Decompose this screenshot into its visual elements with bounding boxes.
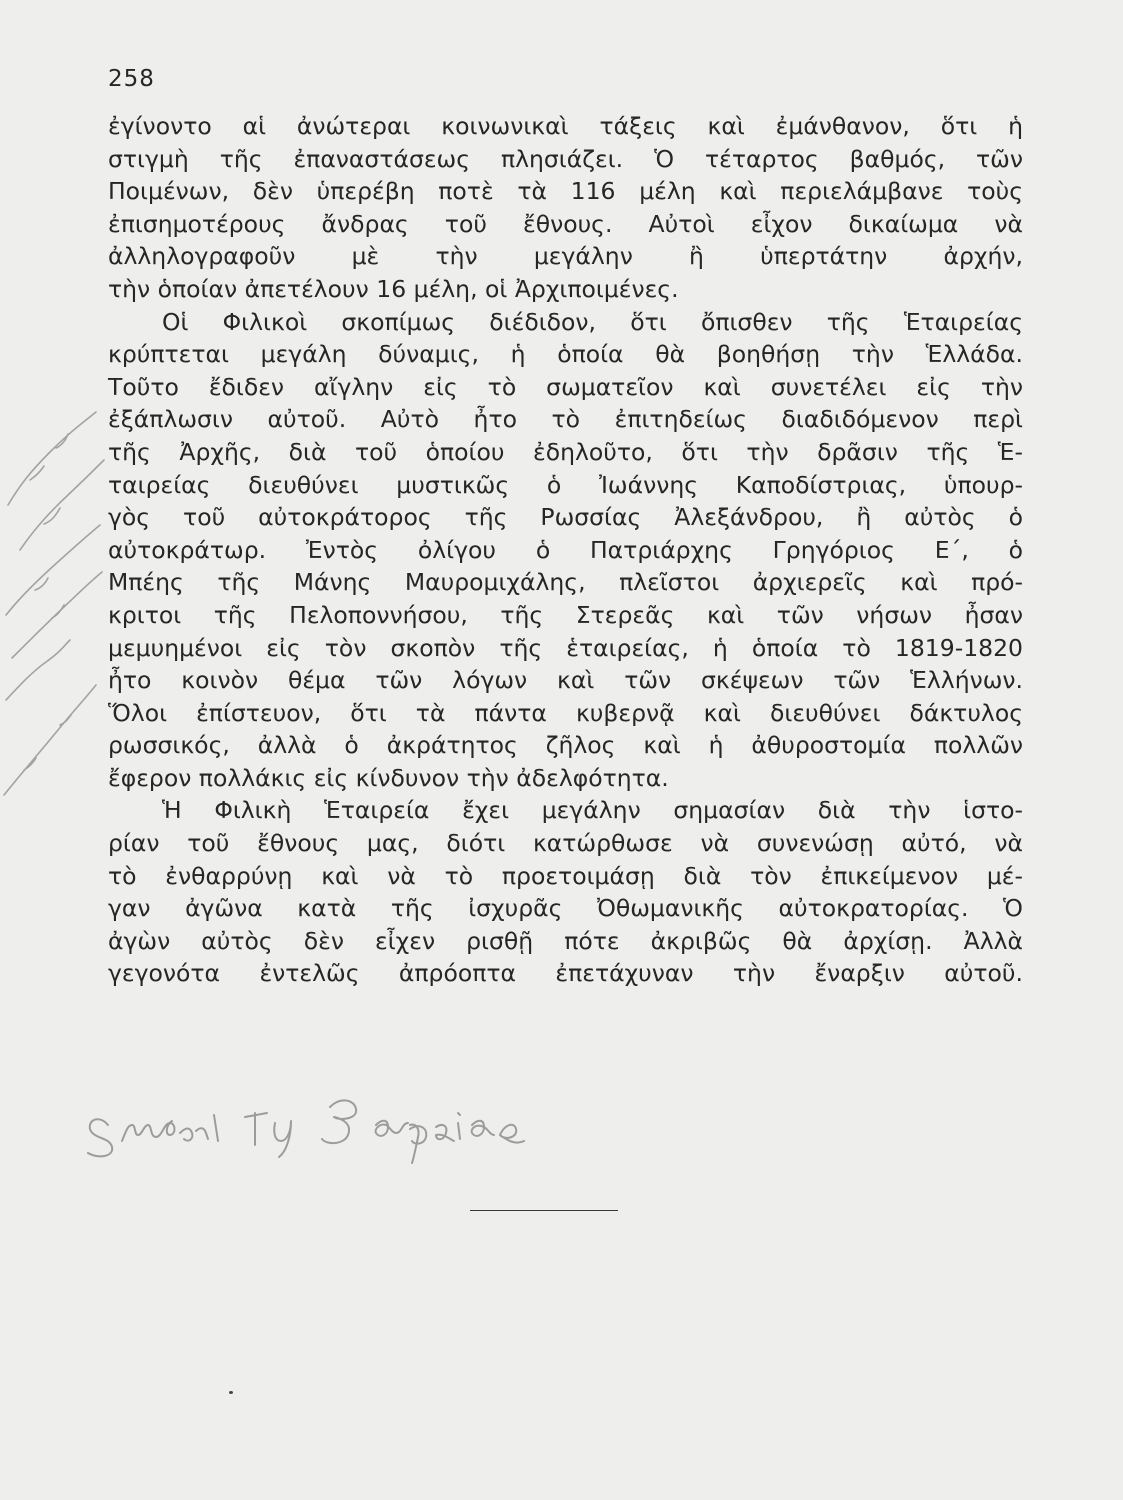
text-line: αὐτοκράτωρ. Ἐντὸς ὀλίγου ὁ Πατριάρχης Γρηγόριος Ε΄, ὁ <box>108 535 1023 564</box>
ink-speck <box>229 1391 233 1394</box>
text-line: Ποιμένων, δὲν ὑπερέβη ποτὲ τὰ 116 μέλη καὶ περιελάμβανε τοὺς <box>108 177 1023 206</box>
text-line: μεμυημένοι εἰς τὸν σκοπὸν τῆς ἑταιρείας, ἡ ὁποία τὸ 1819-1820 <box>108 633 1023 662</box>
text-line: ἐξάπλωσιν αὐτοῦ. Αὐτὸ ἦτο τὸ ἐπιτηδείως διαδιδόμενον περὶ <box>108 405 1023 434</box>
body-text <box>108 110 1023 990</box>
text-line: ἀλληλογραφοῦν μὲ τὴν μεγάλην ἢ ὑπερτάτην ἀρχήν, <box>108 242 1023 271</box>
text-line: ρωσσικός, ἀλλὰ ὁ ἀκράτητος ζῆλος καὶ ἡ ἀθυροστομία πολλῶν <box>108 731 1023 760</box>
text-line: τῆς Ἀρχῆς, διὰ τοῦ ὁποίου ἐδηλοῦτο, ὅτι τὴν δρᾶσιν τῆς Ἑ- <box>108 437 1023 466</box>
text-line: γεγονότα ἐντελῶς ἀπρόοπτα ἐπετάχυναν τὴν ἔναρξιν αὐτοῦ. <box>108 959 1023 988</box>
paragraph-start-line: Οἱ Φιλικοὶ σκοπίμως διέδιδον, ὅτι ὄπισθεν τῆς Ἑταιρείας <box>162 307 1023 336</box>
margin-handwritten-notes <box>0 400 110 820</box>
text-line: ἀγὼν αὐτὸς δὲν εἶχεν ρισθῇ πότε ἀκριβῶς θὰ ἀρχίσῃ. Ἀλλὰ <box>108 926 1023 955</box>
section-divider <box>470 1210 618 1211</box>
text-line: Ὅλοι ἐπίστευον, ὅτι τὰ πάντα κυβερνᾷ καὶ διευθύνει δάκτυλος <box>108 698 1023 727</box>
text-line: ἐπισημοτέρους ἄνδρας τοῦ ἔθνους. Αὐτοὶ εἶχον δικαίωμα νὰ <box>108 209 1023 238</box>
text-line: Μπέης τῆς Μάνης Μαυρομιχάλης, πλεῖστοι ἀρχιερεῖς καὶ πρό- <box>108 568 1023 597</box>
text-line: ἐγίνοντο αἱ ἀνώτεραι κοινωνικαὶ τάξεις καὶ ἐμάνθανον, ὅτι ἡ <box>108 112 1023 140</box>
text-line: γὸς τοῦ αὐτοκράτορος τῆς Ρωσσίας Ἀλεξάνδρου, ἢ αὐτὸς ὁ <box>108 503 1023 532</box>
text-line: τὸ ἐνθαρρύνῃ καὶ νὰ τὸ προετοιμάσῃ διὰ τὸν ἐπικείμενον μέ- <box>108 861 1023 890</box>
page-number: 258 <box>108 66 155 92</box>
text-line: ἔφερον πολλάκις εἰς κίνδυνον τὴν ἀδελφότητα. <box>108 763 669 792</box>
text-line: Τοῦτο ἔδιδεν αἴγλην εἰς τὸ σωματεῖον καὶ συνετέλει εἰς τὴν <box>108 372 1023 401</box>
text-line: στιγμὴ τῆς ἐπαναστάσεως πλησιάζει. Ὁ τέταρτος βαθμός, τῶν <box>108 144 1023 173</box>
text-line: ταιρείας διευθύνει μυστικῶς ὁ Ἰωάννης Καποδίστριας, ὑπουρ- <box>108 470 1023 499</box>
text-line: ρίαν τοῦ ἔθνους μας, διότι κατώρθωσε νὰ συνενώσῃ αὐτό, νὰ <box>108 829 1023 858</box>
text-line: τὴν ὁποίαν ἀπετέλουν 16 μέλη, οἱ Ἀρχιποιμένες. <box>108 274 679 303</box>
text-line: ἦτο κοινὸν θέμα τῶν λόγων καὶ τῶν σκέψεων τῶν Ἑλλήνων. <box>108 666 1023 695</box>
paragraph-start-line: Ἡ Φιλικὴ Ἑταιρεία ἔχει μεγάλην σημασίαν διὰ τὴν ἱστο- <box>162 796 1023 825</box>
text-line: γαν ἀγῶνα κατὰ τῆς ἰσχυρᾶς Ὀθωμανικῆς αὐτοκρατορίας. Ὁ <box>108 894 1023 923</box>
text-line: κριτοι τῆς Πελοποννήσου, τῆς Στερεᾶς καὶ τῶν νήσων ἦσαν <box>108 600 1023 629</box>
handwritten-note <box>80 1085 580 1165</box>
text-line: κρύπτεται μεγάλη δύναμις, ἡ ὁποία θὰ βοηθήσῃ τὴν Ἑλλάδα. <box>108 340 1023 369</box>
